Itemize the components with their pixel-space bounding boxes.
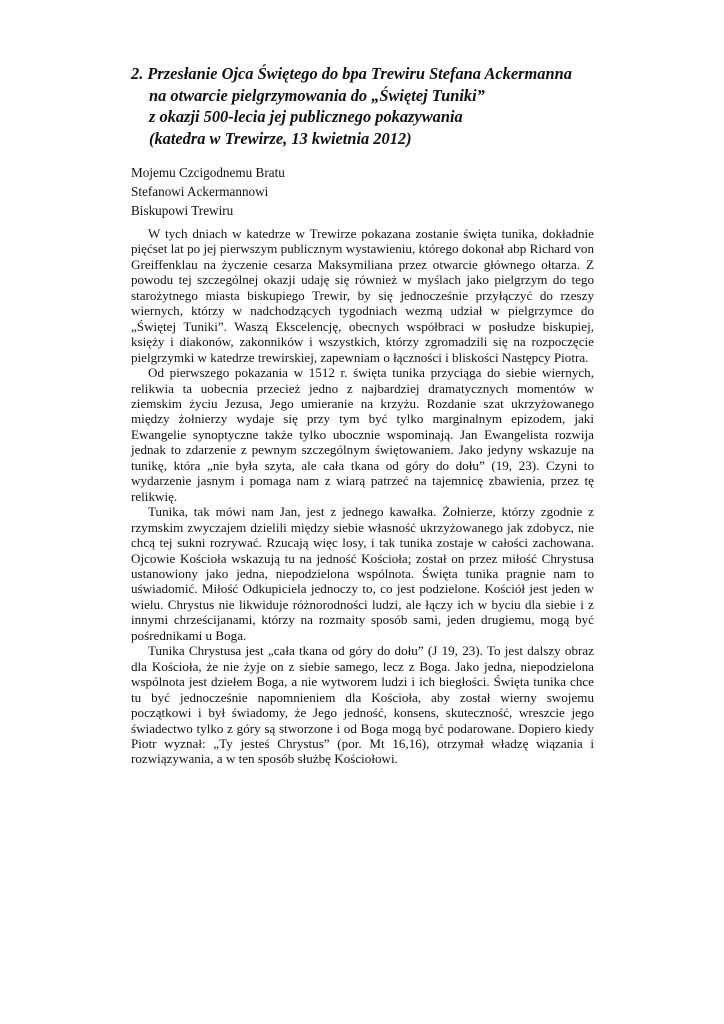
title-line-4: (katedra w Trewirze, 13 kwietnia 2012): [149, 128, 412, 148]
addressee-line-3: Biskupowi Trewiru: [131, 203, 234, 218]
addressee-line-2: Stefanowi Ackermannowi: [131, 184, 269, 199]
title-line-1: 2. Przesłanie Ojca Świętego do bpa Trewiru Stefana Ackermanna: [131, 64, 572, 83]
paragraph-1: W tych dniach w katedrze w Trewirze pokazana zostanie święta tunika, dokładnie pięćset lat po jej pierwszym publicznym wystawieniu, którego dokonał abp Richard von Greiffenklau na życzenie cesarza Maksymiliana przez otwarcie głównego ołtarza. Z powodu tej szczególnej okazji udaję się również w myślach jako pielgrzym do tego starożytnego miasta biskupiego Trewir, by się jednocześnie przyłączyć do rzeszy wiernych, którzy w nadchodzących tygodniach wezmą udział w pielgrzymce do „Świętej Tuniki”. Waszą Ekscelencję, obecnych współbraci w posłudze biskupiej, księży i diakonów, zakonników i wszystkich, którzy zgromadzili się na rozpoczęcie pielgrzymki w katedrze trewirskiej, zapewniam o łączności i bliskości Następcy Piotra.: [131, 226, 594, 365]
paragraph-3: Tunika, tak mówi nam Jan, jest z jednego kawałka. Żołnierze, którzy zgodnie z rzymskim zwyczajem dzielili między siebie własność ukrzyżowanego jak zdobycz, nie chcą tej sukni rozrywać. Rzucają więc losy, i tak tunika zostaje w całości zachowana. Ojcowie Kościoła wskazują tu na jedność Kościoła; został on przez miłość Chrystusa ustanowiony jako jedna, niepodzielona wspólnota. Święta tunika pragnie nam to uświadomić. Miłość Odkupiciela jednoczy to, co jest podzielone. Kościół jest jeden w wielu. Chrystus nie likwiduje różnorodności ludzi, ale łączy ich w byciu dla siebie i z innymi chrześcijanami, którzy na rozmaity sposób sami, jeden drugiemu, mogą być pośrednikami u Boga.: [131, 504, 594, 643]
title-line-3: z okazji 500-lecia jej publicznego pokazywania: [149, 107, 463, 126]
paragraph-2: Od pierwszego pokazania w 1512 r. święta tunika przyciąga do siebie wiernych, relikwia ta uobecnia przecież jedno z najbardziej dramatycznych momentów w ziemskim życiu Jezusa, Jego umieranie na krzyżu. Rozdanie szat ukrzyżowanego między żołnierzy wydaje się przy tym być tylko marginalnym epizodem, jaki Ewangelie synoptyczne także tylko ubocznie wspominają. Jan Ewangelista rozwija jednak to zdarzenie z pewnym szczególnym świętowaniem. Jako jedyny wskazuje na tunikę, która „nie była szyta, ale cała tkana od góry do dołu” (19, 23). Czyni to wydarzenie jasnym i pomaga nam z wiarą patrzeć na tajemnicę zbawienia, przez tę relikwię.: [131, 365, 594, 504]
title-line-2: na otwarcie pielgrzymowania do „Świętej Tuniki”: [149, 85, 485, 105]
addressee-block: [131, 163, 594, 220]
paragraph-4: Tunika Chrystusa jest „cała tkana od góry do dołu” (J 19, 23). To jest dalszy obraz dla Kościoła, że nie żyje on z siebie samego, lecz z Boga. Jako jedna, niepodzielona wspólnota jest dziełem Boga, a nie wytworem ludzi i ich biegłości. Święta tunika chce tu być jednocześnie napomnieniem dla Kościoła, aby został wierny swojemu początkowi i był świadomy, że Jego jedność, konsens, skuteczność, wreszcie jego świadectwo tylko z góry są stworzone i od Boga mogą być podarowane. Dopiero kiedy Piotr wyznał: „Ty jesteś Chrystus” (por. Mt 16,16), otrzymał władzę wiązania i rozwiązywania, a w ten sposób służbę Kościołowi.: [131, 643, 594, 767]
addressee-line-1: Mojemu Czcigodnemu Bratu: [131, 165, 285, 180]
document-page: [131, 63, 594, 767]
body-text: [131, 226, 594, 767]
document-title: [131, 63, 594, 149]
